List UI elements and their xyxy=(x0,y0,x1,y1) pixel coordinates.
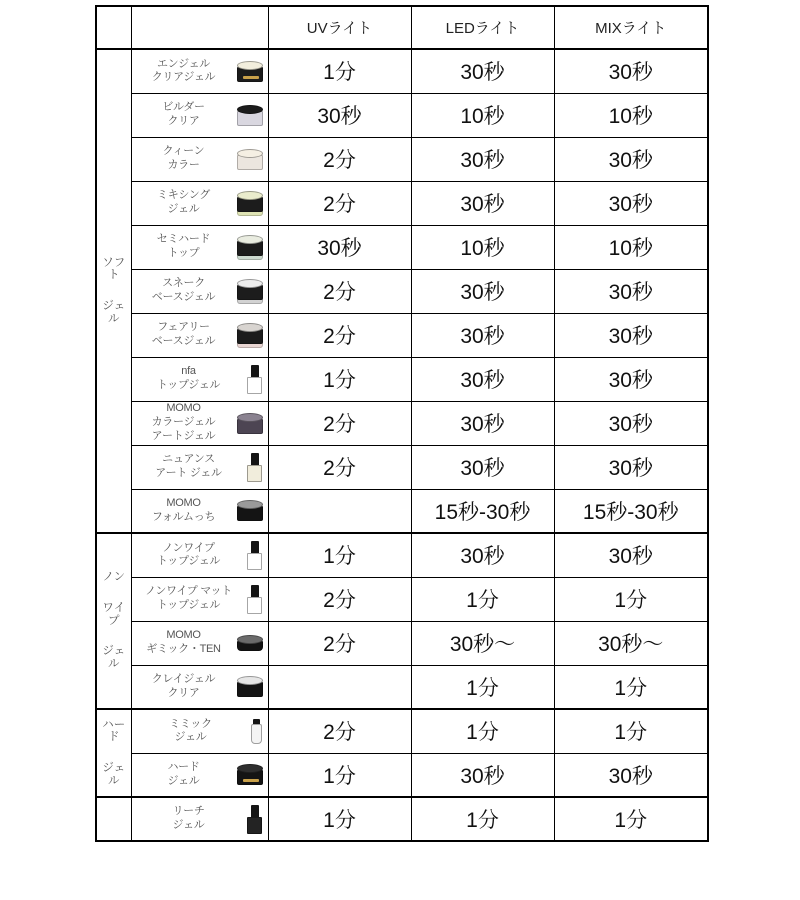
product-cell-content xyxy=(132,233,268,261)
time-cell-uv: 30秒 xyxy=(268,225,411,269)
table-row xyxy=(96,533,708,577)
product-name-line: ベースジェル xyxy=(151,291,216,303)
product-cell-content xyxy=(132,321,268,349)
bottle-body xyxy=(247,597,262,614)
tube-body xyxy=(251,724,262,744)
table-row xyxy=(96,577,708,621)
bottle-body xyxy=(247,465,262,482)
product-cell xyxy=(131,401,268,445)
product-name xyxy=(134,189,234,217)
jar-icon xyxy=(236,764,264,785)
time-cell-led: 30秒 xyxy=(411,357,554,401)
time-cell-uv: 2分 xyxy=(268,445,411,489)
product-name-line: MOMO xyxy=(166,497,201,509)
time-cell-led: 10秒 xyxy=(411,93,554,137)
product-name-line: ビルダー xyxy=(162,101,205,114)
jar-icon xyxy=(236,279,264,304)
time-cell-mix: 30秒 xyxy=(554,313,708,357)
product-name xyxy=(134,365,244,393)
table-row xyxy=(96,137,708,181)
product-cell xyxy=(131,49,268,93)
product-name xyxy=(134,233,234,261)
bottle-cap xyxy=(251,541,259,554)
product-name-line: MOMO xyxy=(166,629,201,642)
product-cell-content xyxy=(132,58,268,86)
header-category-cell xyxy=(96,6,131,49)
product-name-line: ベースジェル xyxy=(151,335,216,347)
product-cell-content xyxy=(132,453,268,482)
product-name-line: エンジェル xyxy=(156,57,210,70)
jar-lid xyxy=(237,191,263,200)
bottle-icon xyxy=(246,585,264,614)
table-row xyxy=(96,753,708,797)
time-cell-led: 30秒 xyxy=(411,533,554,577)
jar-lid xyxy=(237,635,263,644)
time-cell-led: 30秒 xyxy=(411,445,554,489)
time-cell-mix: 1分 xyxy=(554,665,708,709)
table-row xyxy=(96,401,708,445)
bottle-icon xyxy=(246,541,264,570)
product-name-line: ミキシング xyxy=(157,189,210,202)
time-cell-led: 1分 xyxy=(411,665,554,709)
category-label-line: ソフト xyxy=(102,256,126,282)
time-cell-led: 15秒-30秒 xyxy=(411,489,554,533)
category-cell xyxy=(96,709,131,797)
time-cell-mix: 30秒 xyxy=(554,269,708,313)
product-cell-content xyxy=(132,718,268,746)
time-cell-mix: 30秒～ xyxy=(554,621,708,665)
bottle-body xyxy=(247,377,262,394)
product-name xyxy=(134,453,244,481)
jar-accent xyxy=(243,76,259,79)
time-cell-led: 30秒 xyxy=(411,137,554,181)
jar-lid xyxy=(237,105,263,114)
time-cell-uv: 2分 xyxy=(268,181,411,225)
table-row xyxy=(96,489,708,533)
product-name-line: クィーン xyxy=(162,145,205,158)
product-cell-content xyxy=(132,189,268,217)
product-cell xyxy=(131,93,268,137)
category-label-line: ワイプ xyxy=(102,602,126,627)
time-cell-led: 30秒 xyxy=(411,269,554,313)
product-cell-content xyxy=(132,629,268,657)
jar-icon xyxy=(236,323,264,348)
table-row xyxy=(96,797,708,841)
product-name-line: アート ジェル xyxy=(155,467,222,479)
tube-icon xyxy=(250,719,264,744)
product-name xyxy=(134,585,244,613)
time-cell-led: 30秒～ xyxy=(411,621,554,665)
time-cell-mix: 30秒 xyxy=(554,181,708,225)
time-cell-mix: 30秒 xyxy=(554,445,708,489)
jar-flat-icon xyxy=(236,635,264,651)
product-cell xyxy=(131,269,268,313)
product-cell xyxy=(131,313,268,357)
product-name xyxy=(134,101,234,129)
category-cell xyxy=(96,797,131,841)
time-cell-uv: 2分 xyxy=(268,621,411,665)
product-name-line: リーチ xyxy=(172,805,205,818)
time-cell-uv: 1分 xyxy=(268,533,411,577)
bottle-icon xyxy=(246,453,264,482)
product-name-line: ノンワイプ xyxy=(162,541,215,554)
product-cell-content xyxy=(132,101,268,129)
product-cell xyxy=(131,665,268,709)
time-cell-uv: 2分 xyxy=(268,269,411,313)
time-cell-led: 1分 xyxy=(411,577,554,621)
header-product-cell xyxy=(131,6,268,49)
product-name xyxy=(134,277,234,305)
time-cell-uv: 30秒 xyxy=(268,93,411,137)
table-row xyxy=(96,357,708,401)
curing-time-table xyxy=(95,5,709,842)
category-label-line: ハード xyxy=(102,718,126,744)
product-name xyxy=(134,718,248,746)
product-name xyxy=(134,805,244,833)
product-cell-content xyxy=(132,145,268,173)
product-name-line: トップジェル xyxy=(156,555,221,568)
product-name-line: ギミック・TEN xyxy=(146,643,221,655)
product-cell-content xyxy=(132,365,268,394)
bottle-body xyxy=(247,553,262,570)
time-cell-mix: 1分 xyxy=(554,709,708,753)
jar-lid xyxy=(237,279,263,288)
product-name-line: クリア xyxy=(167,686,200,699)
product-name-line: カラー xyxy=(167,159,200,171)
product-cell xyxy=(131,709,268,753)
time-cell-uv: 1分 xyxy=(268,753,411,797)
table-row xyxy=(96,621,708,665)
bottle-icon xyxy=(246,365,264,394)
jar-icon xyxy=(236,61,264,82)
product-name xyxy=(134,673,234,701)
jar-lid xyxy=(237,413,263,422)
product-cell-content xyxy=(132,761,268,789)
time-cell-uv xyxy=(268,489,411,533)
product-name-line: nfa xyxy=(181,365,196,378)
bottle-icon xyxy=(246,805,264,834)
product-name-line: トップ xyxy=(167,247,200,259)
time-cell-uv: 2分 xyxy=(268,709,411,753)
category-label-line: ジェル xyxy=(102,300,126,325)
time-cell-mix: 10秒 xyxy=(554,93,708,137)
product-name-line: ハード xyxy=(167,761,200,773)
table-row xyxy=(96,665,708,709)
product-name xyxy=(134,58,234,86)
header-mix-light: MIXライト xyxy=(554,6,708,49)
product-name-line: ジェル xyxy=(167,203,200,215)
jar-icon xyxy=(236,191,264,216)
time-cell-led: 1分 xyxy=(411,797,554,841)
jar-icon xyxy=(236,105,264,126)
product-name-line: ジェル xyxy=(172,819,205,831)
jar-accent xyxy=(243,779,259,782)
time-cell-mix: 30秒 xyxy=(554,753,708,797)
jar-icon xyxy=(236,500,264,521)
jar-lid xyxy=(237,323,263,332)
product-cell xyxy=(131,137,268,181)
time-cell-mix: 30秒 xyxy=(554,357,708,401)
bottle-cap xyxy=(251,365,259,378)
product-name xyxy=(134,542,244,570)
product-name-line: クレイジェル xyxy=(151,673,216,685)
table-row xyxy=(96,269,708,313)
time-cell-uv: 2分 xyxy=(268,401,411,445)
product-cell-content xyxy=(132,585,268,614)
time-cell-mix: 30秒 xyxy=(554,401,708,445)
product-cell xyxy=(131,533,268,577)
product-name xyxy=(134,761,234,789)
product-name-line: トップジェル xyxy=(156,379,221,391)
product-name-line: フォルムっち xyxy=(151,510,216,523)
product-name-line: MOMO xyxy=(166,402,201,415)
time-cell-led: 30秒 xyxy=(411,753,554,797)
time-cell-uv: 1分 xyxy=(268,797,411,841)
time-cell-mix: 1分 xyxy=(554,577,708,621)
table-row xyxy=(96,445,708,489)
time-cell-mix: 30秒 xyxy=(554,49,708,93)
product-cell xyxy=(131,225,268,269)
time-cell-mix: 10秒 xyxy=(554,225,708,269)
product-cell xyxy=(131,753,268,797)
product-name-line: ニュアンス xyxy=(162,453,215,466)
header-led-light: LEDライト xyxy=(411,6,554,49)
time-cell-mix: 1分 xyxy=(554,797,708,841)
category-cell xyxy=(96,533,131,709)
time-cell-uv: 1分 xyxy=(268,357,411,401)
product-name-line: スネーク xyxy=(162,277,205,290)
product-cell-content xyxy=(132,277,268,305)
table-row xyxy=(96,49,708,93)
header-uv-light: UVライト xyxy=(268,6,411,49)
product-cell xyxy=(131,181,268,225)
jar-icon xyxy=(236,676,264,697)
product-cell xyxy=(131,489,268,533)
product-cell-content xyxy=(132,673,268,701)
product-name xyxy=(134,497,234,525)
table-row xyxy=(96,225,708,269)
product-name xyxy=(134,629,234,657)
table-row xyxy=(96,93,708,137)
time-cell-uv: 2分 xyxy=(268,577,411,621)
product-name-line: ジェル xyxy=(167,774,200,787)
product-name-line: ミミック xyxy=(169,717,212,730)
category-cell xyxy=(96,49,131,533)
table-row xyxy=(96,313,708,357)
time-cell-led: 30秒 xyxy=(411,401,554,445)
category-label-line: ジェル xyxy=(102,645,126,670)
product-name-line: セミハード xyxy=(156,233,211,246)
product-cell xyxy=(131,621,268,665)
jar-icon xyxy=(236,413,264,434)
product-name xyxy=(134,402,234,443)
jar-lid xyxy=(237,149,263,158)
table-row xyxy=(96,181,708,225)
product-name-line: カラージェル xyxy=(151,416,216,429)
category-label-line: ノン xyxy=(102,571,126,584)
product-cell-content xyxy=(132,497,268,525)
jar-lid xyxy=(237,235,263,244)
jar-icon xyxy=(236,149,264,170)
product-cell xyxy=(131,357,268,401)
jar-lid xyxy=(237,61,263,70)
product-name xyxy=(134,145,234,173)
product-name-line: クリアジェル xyxy=(151,71,216,84)
table-row xyxy=(96,709,708,753)
time-cell-led: 10秒 xyxy=(411,225,554,269)
bottle-cap xyxy=(251,585,259,598)
time-cell-mix: 30秒 xyxy=(554,533,708,577)
time-cell-uv: 2分 xyxy=(268,137,411,181)
product-name-line: トップジェル xyxy=(156,599,221,611)
product-cell-content xyxy=(132,402,268,443)
time-cell-led: 30秒 xyxy=(411,49,554,93)
time-cell-mix: 30秒 xyxy=(554,137,708,181)
time-cell-uv: 2分 xyxy=(268,313,411,357)
product-cell-content xyxy=(132,541,268,570)
product-name-line: フェアリー xyxy=(157,321,210,334)
time-cell-uv: 1分 xyxy=(268,49,411,93)
bottle-cap xyxy=(251,453,259,466)
product-cell xyxy=(131,445,268,489)
jar-icon xyxy=(236,235,264,260)
bottle-cap xyxy=(251,805,259,818)
header-row xyxy=(96,6,708,49)
time-cell-led: 1分 xyxy=(411,709,554,753)
product-cell xyxy=(131,577,268,621)
time-cell-led: 30秒 xyxy=(411,181,554,225)
time-cell-uv xyxy=(268,665,411,709)
time-cell-mix: 15秒-30秒 xyxy=(554,489,708,533)
time-cell-led: 30秒 xyxy=(411,313,554,357)
product-name-line: クリア xyxy=(167,115,200,127)
product-cell xyxy=(131,797,268,841)
product-cell-content xyxy=(132,805,268,834)
product-name-line: ノンワイプ マット xyxy=(145,585,232,598)
bottle-body xyxy=(247,817,262,834)
product-name-line: アートジェル xyxy=(151,429,216,442)
product-name-line: ジェル xyxy=(174,731,207,744)
category-label-line: ジェル xyxy=(102,762,126,787)
product-name xyxy=(134,321,234,349)
